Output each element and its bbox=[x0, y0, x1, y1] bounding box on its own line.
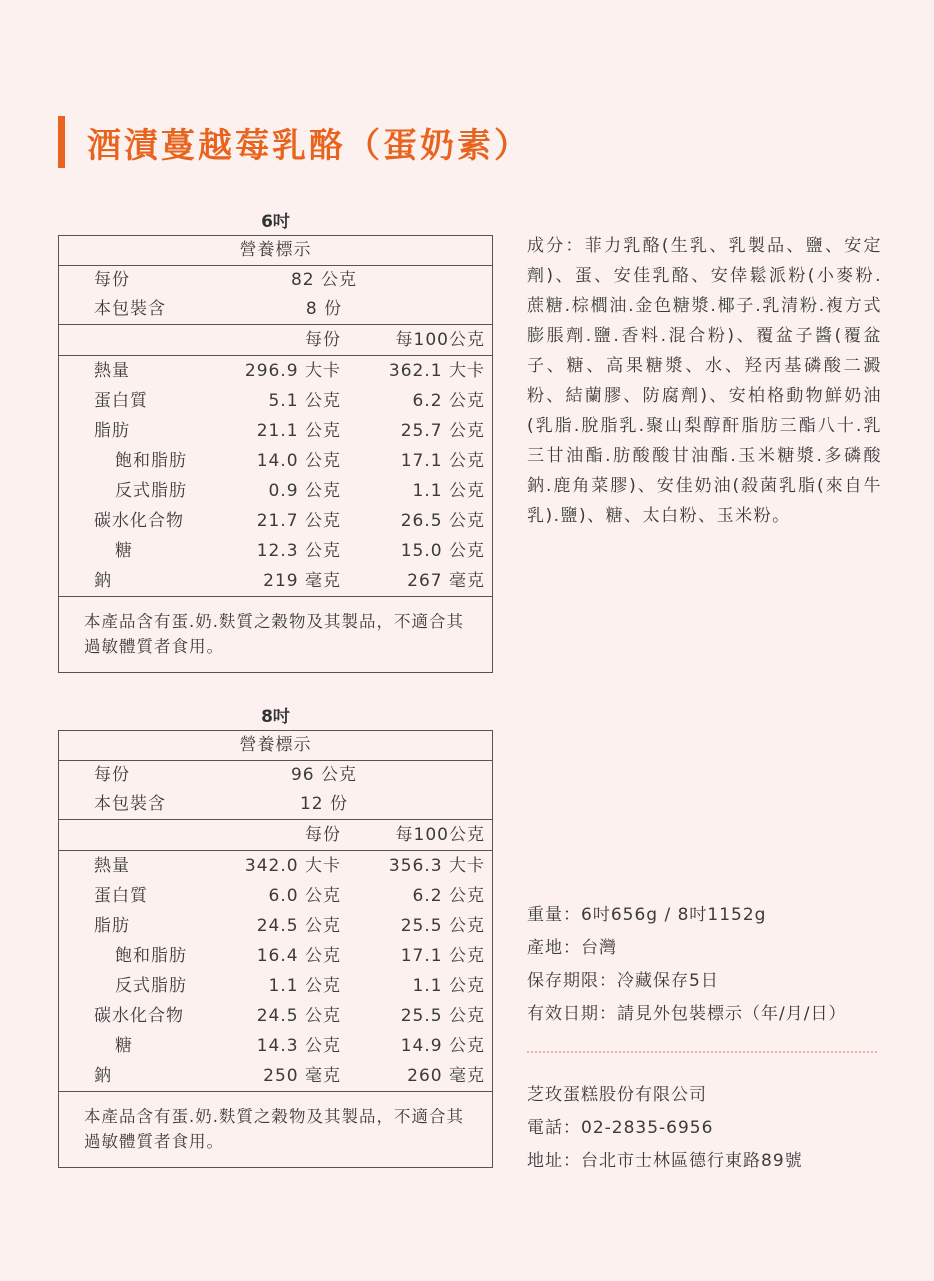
nutrient-row-trans-fat bbox=[59, 971, 492, 1001]
allergen-notice: 本產品含有蛋.奶.麩質之穀物及其製品，不適合其過敏體質者食用。 bbox=[84, 1107, 464, 1151]
nutrient-label: 蛋白質 bbox=[94, 886, 148, 906]
serving-value: 96 公克 bbox=[290, 765, 358, 785]
title-accent-bar bbox=[58, 116, 65, 168]
nutrient-row-fat bbox=[59, 416, 492, 446]
nutrient-per-serving: 24.5 公克 bbox=[256, 916, 341, 936]
nutrient-row-protein bbox=[59, 386, 492, 416]
nutrient-row-sugar bbox=[59, 536, 492, 566]
company-name: 芝玫蛋糕股份有限公司 bbox=[527, 1085, 707, 1105]
nutrient-per-serving: 14.3 公克 bbox=[256, 1036, 341, 1056]
col-per-100g: 每100公克 bbox=[395, 825, 485, 845]
nutrient-label: 反式脂肪 bbox=[115, 976, 187, 996]
serving-label: 每份 bbox=[94, 270, 130, 290]
col-per-serving: 每份 bbox=[305, 330, 341, 350]
serving-label: 每份 bbox=[94, 765, 130, 785]
nutrient-per-100g: 15.0 公克 bbox=[400, 541, 485, 561]
nutrient-label: 鈉 bbox=[94, 571, 112, 591]
nutrient-per-100g: 25.7 公克 bbox=[400, 421, 485, 441]
nutrient-row-sodium bbox=[59, 566, 492, 597]
nutrient-per-100g: 362.1 大卡 bbox=[388, 361, 485, 381]
nutrient-label: 糖 bbox=[115, 1036, 133, 1056]
ingredients-text: 成分：菲力乳酪(生乳、乳製品、鹽、安定劑)、蛋、安佳乳酪、安倖鬆派粉(小麥粉.蔗糖.棕櫚油.金色糖漿.椰子.乳清粉.複方式膨脹劑.鹽.香料.混合粉)、覆盆子醬(覆盆子、糖、高果糖漿、水、羟丙基磷酸二澱粉、結蘭膠、防腐劑)、安柏格動物鮮奶油(乳脂.脫脂乳.聚山梨醇酐脂肪三酯八十.乳三甘油酯.肪酸酸甘油酯.玉米糖漿.多磷酸鈉.鹿角菜膠)、安佳奶油(殺菌乳脂(來自牛乳).鹽)、糖、太白粉、玉米粉。 bbox=[527, 236, 882, 526]
serving-value: 82 公克 bbox=[290, 270, 358, 290]
nutrient-label: 糖 bbox=[115, 541, 133, 561]
nutrition-heading: 營養標示 bbox=[59, 731, 492, 761]
nutrition-table-6inch bbox=[58, 235, 493, 673]
nutrient-row-calories bbox=[59, 356, 492, 386]
nutrient-row-saturated-fat bbox=[59, 941, 492, 971]
nutrient-per-100g: 6.2 公克 bbox=[412, 391, 485, 411]
nutrient-per-100g: 17.1 公克 bbox=[400, 946, 485, 966]
nutrient-row-protein bbox=[59, 881, 492, 911]
column-header-row bbox=[59, 820, 492, 851]
serving-size-row bbox=[59, 761, 492, 790]
nutrient-per-100g: 17.1 公克 bbox=[400, 451, 485, 471]
nutrient-per-serving: 21.1 公克 bbox=[256, 421, 341, 441]
nutrient-row-trans-fat bbox=[59, 476, 492, 506]
nutrient-per-100g: 1.1 公克 bbox=[412, 976, 485, 996]
nutrient-per-serving: 296.9 大卡 bbox=[244, 361, 341, 381]
nutrient-label: 飽和脂肪 bbox=[115, 451, 187, 471]
page-title: 酒漬蔓越莓乳酪（蛋奶素） bbox=[87, 125, 531, 166]
servings-per-package-row bbox=[59, 295, 492, 325]
col-per-serving: 每份 bbox=[305, 825, 341, 845]
nutrient-label: 熱量 bbox=[94, 856, 130, 876]
nutrient-row-carbohydrate bbox=[59, 506, 492, 536]
servings-label: 本包裝含 bbox=[94, 299, 166, 319]
dotted-divider bbox=[527, 1051, 877, 1053]
nutrient-label: 蛋白質 bbox=[94, 391, 148, 411]
nutrient-row-carbohydrate bbox=[59, 1001, 492, 1031]
nutrient-per-100g: 6.2 公克 bbox=[412, 886, 485, 906]
serving-size-row bbox=[59, 266, 492, 295]
nutrient-label: 脂肪 bbox=[94, 421, 130, 441]
nutrient-per-100g: 260 毫克 bbox=[407, 1066, 485, 1086]
nutrient-per-serving: 5.1 公克 bbox=[268, 391, 341, 411]
expiry-info: 有效日期：請見外包裝標示（年/月/日） bbox=[527, 1004, 847, 1024]
nutrient-per-serving: 0.9 公克 bbox=[268, 481, 341, 501]
nutrient-per-serving: 6.0 公克 bbox=[268, 886, 341, 906]
nutrient-per-serving: 21.7 公克 bbox=[256, 511, 341, 531]
nutrient-per-100g: 25.5 公克 bbox=[400, 916, 485, 936]
nutrient-per-serving: 250 毫克 bbox=[263, 1066, 341, 1086]
nutrient-row-sugar bbox=[59, 1031, 492, 1061]
company-phone: 電話：02-2835-6956 bbox=[527, 1118, 714, 1138]
nutrient-row-sodium bbox=[59, 1061, 492, 1092]
size-label-6inch: 6吋 bbox=[261, 212, 290, 232]
nutrient-label: 飽和脂肪 bbox=[115, 946, 187, 966]
servings-value: 8 份 bbox=[305, 299, 343, 319]
nutrient-per-serving: 16.4 公克 bbox=[256, 946, 341, 966]
nutrient-label: 碳水化合物 bbox=[94, 1006, 184, 1026]
nutrient-per-serving: 1.1 公克 bbox=[268, 976, 341, 996]
nutrient-row-calories bbox=[59, 851, 492, 881]
company-address: 地址：台北市士林區德行東路89號 bbox=[527, 1151, 803, 1171]
nutrient-per-serving: 24.5 公克 bbox=[256, 1006, 341, 1026]
col-per-100g: 每100公克 bbox=[395, 330, 485, 350]
servings-per-package-row bbox=[59, 790, 492, 820]
nutrient-label: 碳水化合物 bbox=[94, 511, 184, 531]
nutrient-per-100g: 267 毫克 bbox=[407, 571, 485, 591]
nutrient-per-serving: 12.3 公克 bbox=[256, 541, 341, 561]
allergen-notice: 本產品含有蛋.奶.麩質之穀物及其製品，不適合其過敏體質者食用。 bbox=[84, 612, 464, 656]
nutrient-label: 熱量 bbox=[94, 361, 130, 381]
page-header bbox=[58, 116, 531, 168]
nutrient-per-100g: 26.5 公克 bbox=[400, 511, 485, 531]
nutrient-per-100g: 25.5 公克 bbox=[400, 1006, 485, 1026]
nutrient-per-serving: 219 毫克 bbox=[263, 571, 341, 591]
nutrition-heading: 營養標示 bbox=[59, 236, 492, 266]
nutrition-table-8inch bbox=[58, 730, 493, 1168]
column-header-row bbox=[59, 325, 492, 356]
nutrient-label: 脂肪 bbox=[94, 916, 130, 936]
nutrient-row-saturated-fat bbox=[59, 446, 492, 476]
nutrient-per-100g: 14.9 公克 bbox=[400, 1036, 485, 1056]
nutrient-per-100g: 1.1 公克 bbox=[412, 481, 485, 501]
nutrient-label: 反式脂肪 bbox=[115, 481, 187, 501]
nutrient-per-serving: 14.0 公克 bbox=[256, 451, 341, 471]
nutrient-per-100g: 356.3 大卡 bbox=[388, 856, 485, 876]
servings-label: 本包裝含 bbox=[94, 794, 166, 814]
weight-info: 重量：6吋656g / 8吋1152g bbox=[527, 905, 767, 925]
servings-value: 12 份 bbox=[299, 794, 349, 814]
nutrient-label: 鈉 bbox=[94, 1066, 112, 1086]
nutrient-row-fat bbox=[59, 911, 492, 941]
nutrient-per-serving: 342.0 大卡 bbox=[244, 856, 341, 876]
size-label-8inch: 8吋 bbox=[261, 707, 290, 727]
origin-info: 產地：台灣 bbox=[527, 938, 617, 958]
storage-info: 保存期限：冷藏保存5日 bbox=[527, 971, 719, 991]
